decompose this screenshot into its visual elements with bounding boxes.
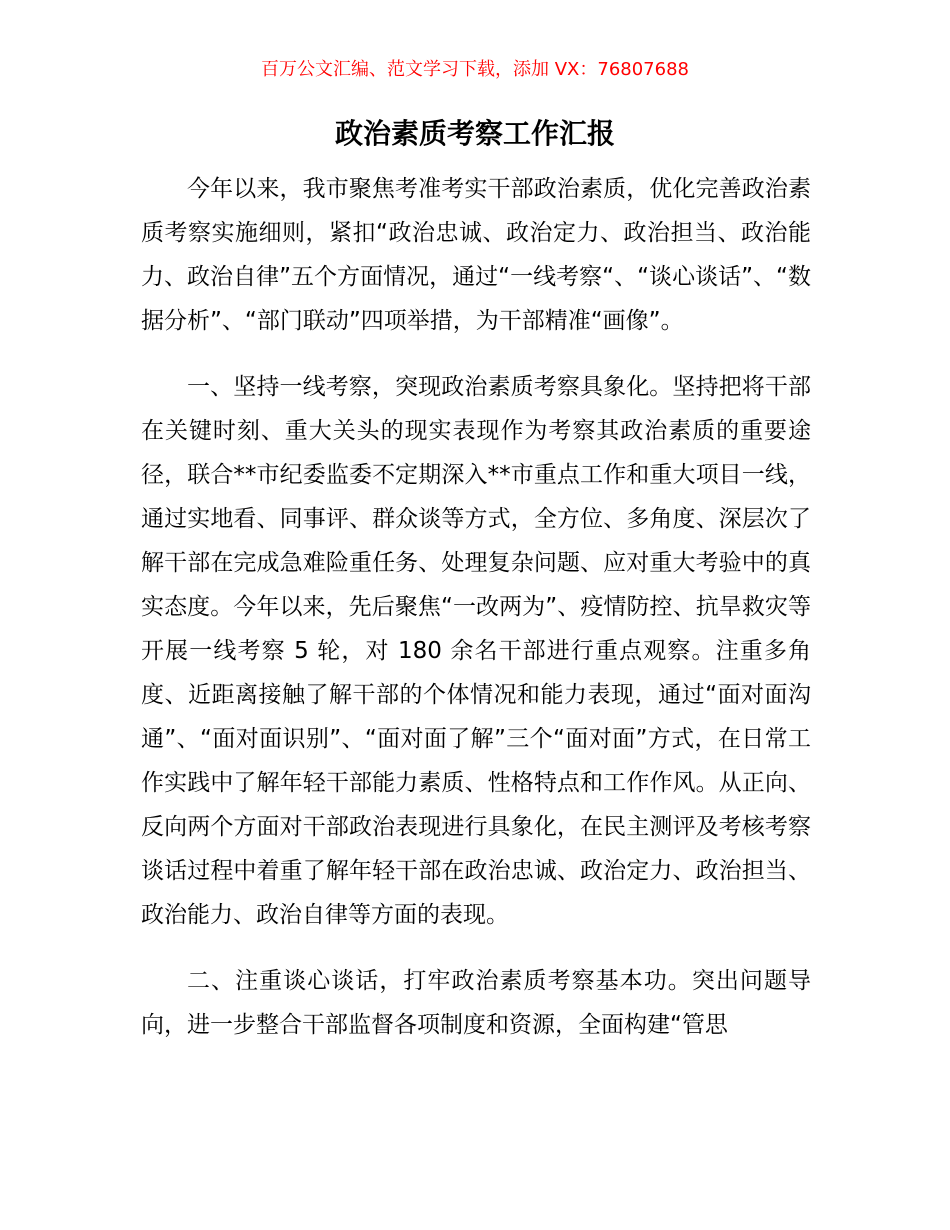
paragraph-section-two: 二、注重谈心谈话，打牢政治素质考察基本功。突出问题导向，进一步整合干部监督各项制度和资源，全面构建“管思 <box>141 968 811 1038</box>
document-title: 政治素质考察工作汇报 <box>334 117 615 150</box>
document-body <box>141 167 811 1047</box>
paragraph-intro: 今年以来，我市聚焦考准考实干部政治素质，优化完善政治素质考察实施细则，紧扣“政治忠诚、政治定力、政治担当、政治能力、政治自律”五个方面情况，通过“一线考察“、“谈心谈话”、“数据分析”、“部门联动”四项举措，为干部精准“画像”。 <box>141 176 811 334</box>
paragraph-section-one: 一、坚持一线考察，突现政治素质考察具象化。坚持把将干部在关键时刻、重大关头的现实表现作为考察其政治素质的重要途径，联合**市纪委监委不定期深入**市重点工作和重大项目一线，通过实地看、同事评、群众谈等方式，全方位、多角度、深层次了解干部在完成急难险重任务、处理复杂问题、应对重大考验中的真实态度。今年以来，先后聚焦“一改两为”、疫情防控、抗旱救灾等开展一线考察 5 轮，对 180 余名干部进行重点观察。注重多角度、近距离接触了解干部的个体情况和能力表现，通过“面对面沟通”、“面对面识别”、“面对面了解”三个“面对面”方式，在日常工作实践中了解年轻干部能力素质、性格特点和工作作风。从正向、反向两个方面对干部政治表现进行具象化，在民主测评及考核考察谈话过程中着重了解年轻干部在政治忠诚、政治定力、政治担当、政治能力、政治自律等方面的表现。 <box>141 374 811 928</box>
header-note: 百万公文汇编、范文学习下载，添加 VX：76807688 <box>261 59 689 80</box>
